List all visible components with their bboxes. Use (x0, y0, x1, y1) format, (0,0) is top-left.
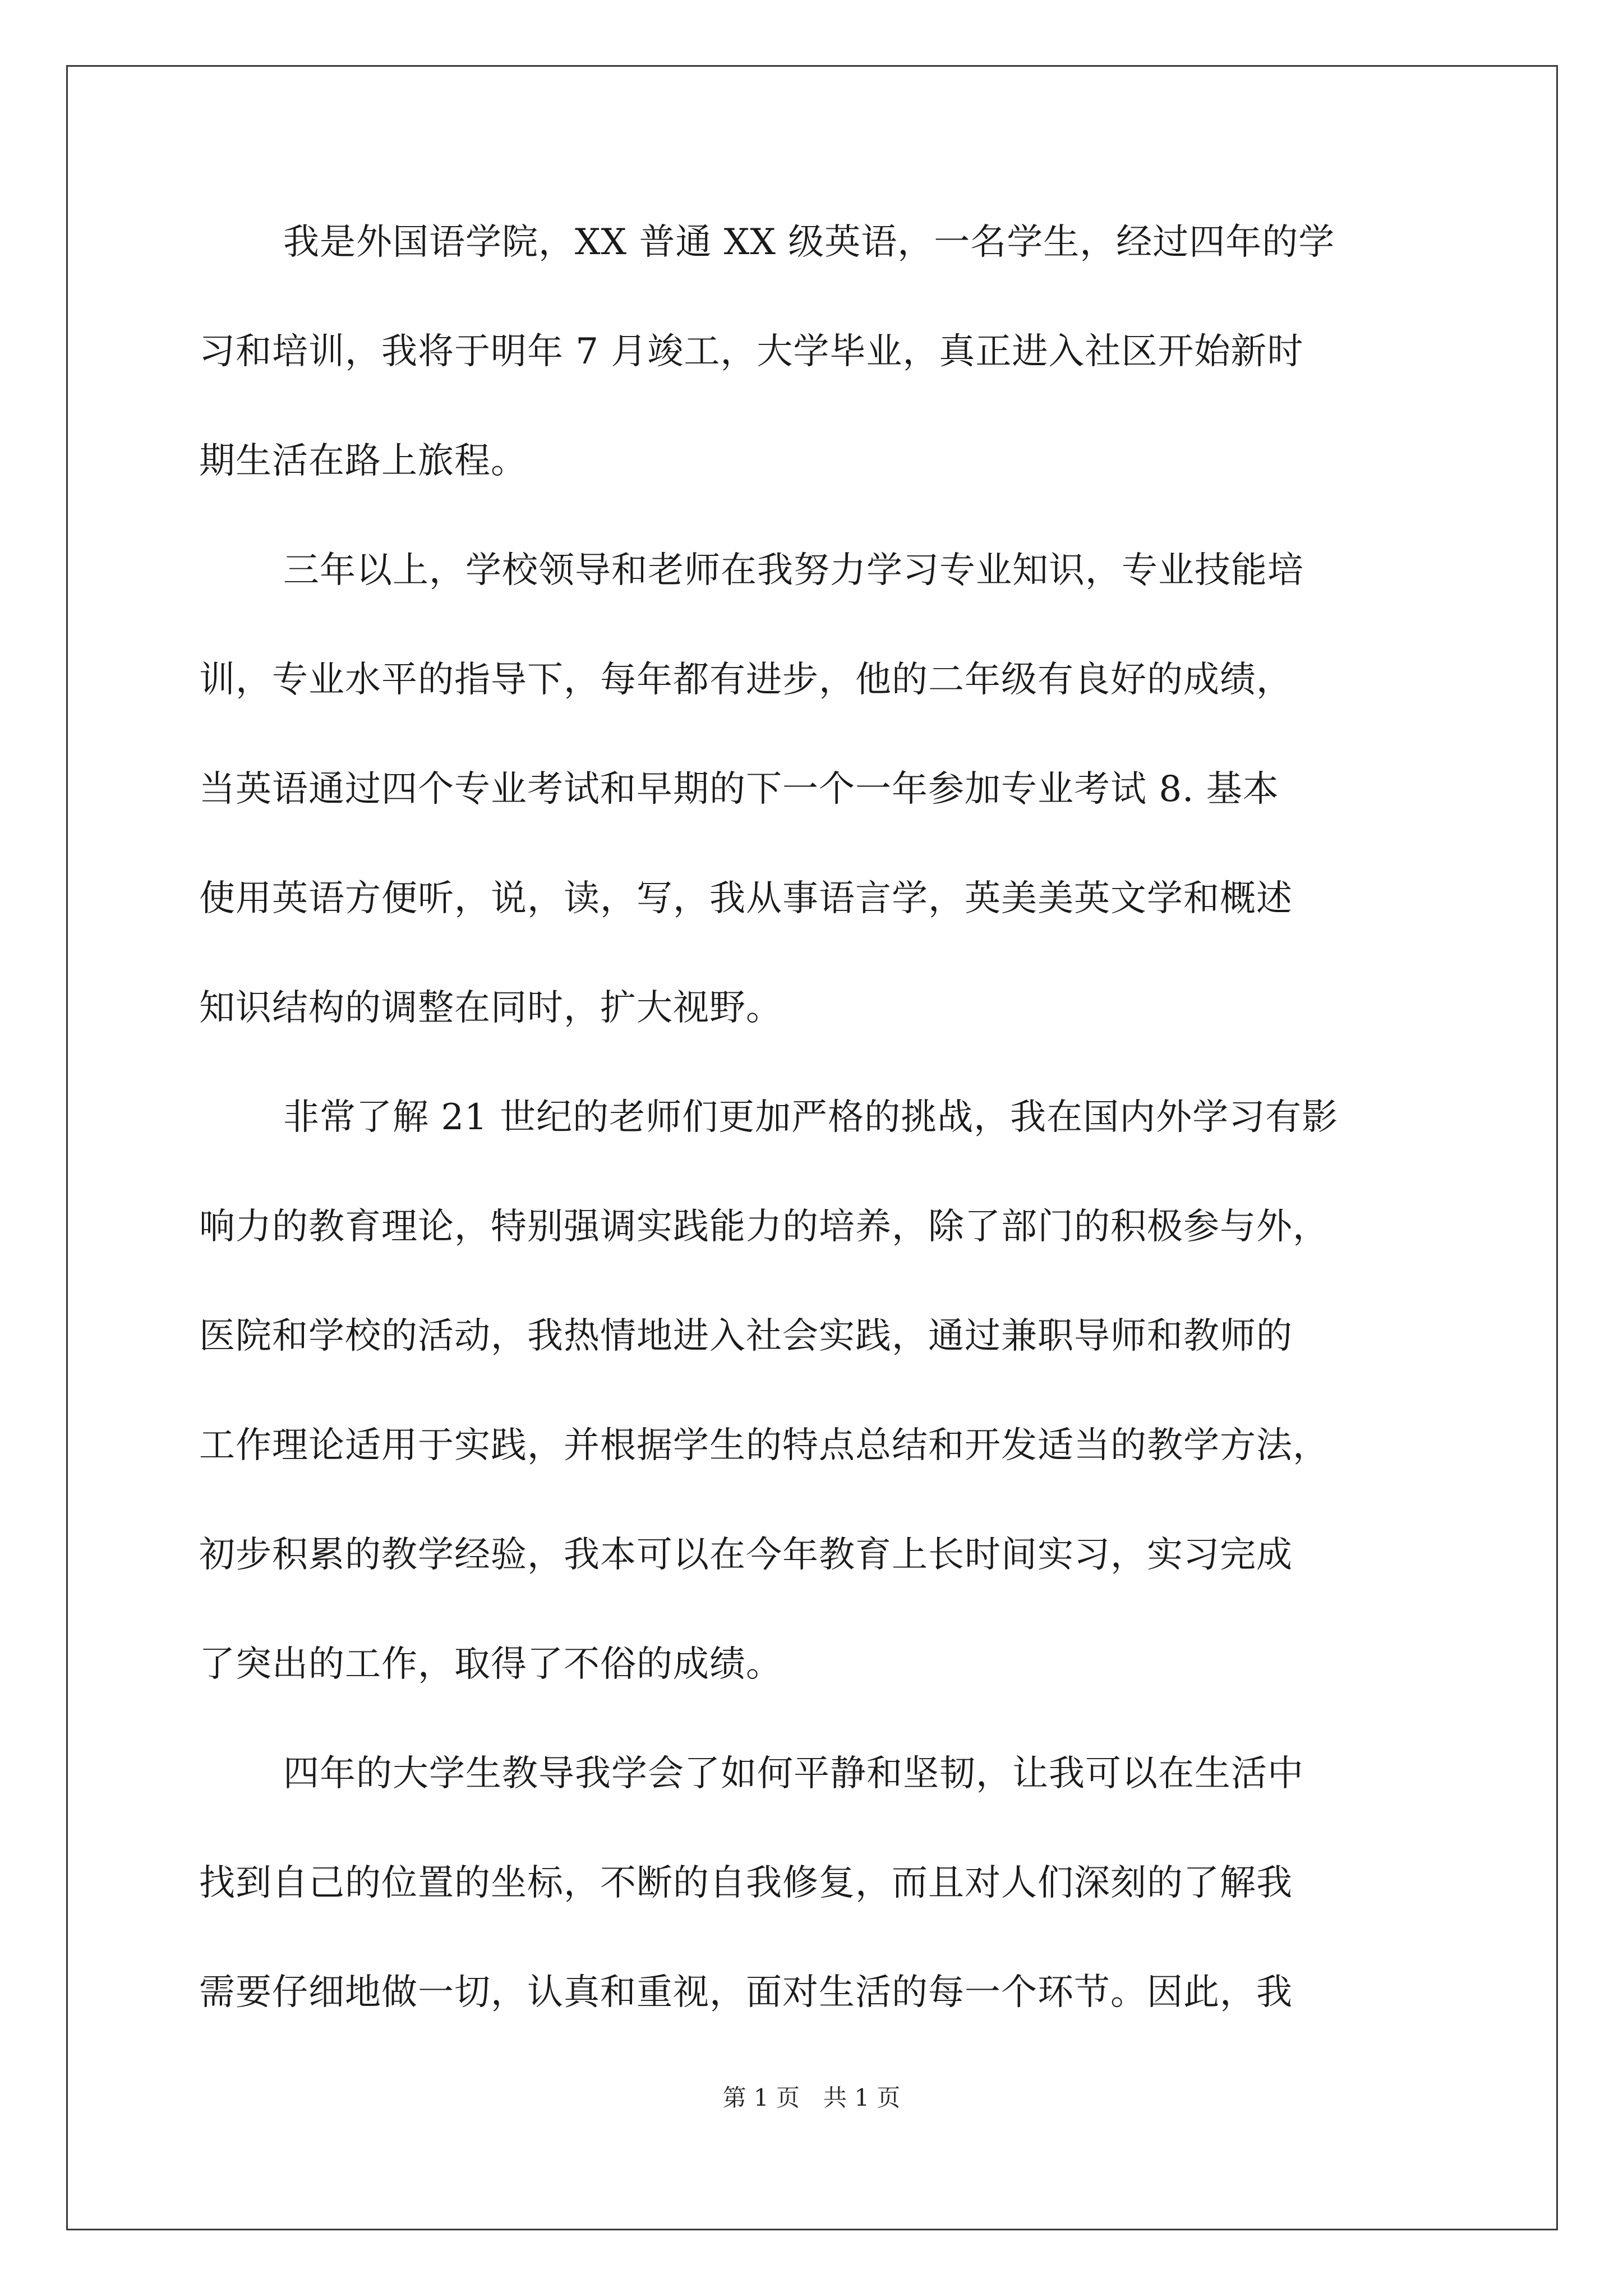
page-number-footer: 第 1 页 共 1 页 (722, 2084, 901, 2111)
text-line: 找到自己的位置的坐标，不断的自我修复，而且对人们深刻的了解我 (199, 1862, 1293, 1904)
text-line: 非常了解 21 世纪的老师们更加严格的挑战，我在国内外学习有影 (283, 1097, 1339, 1138)
text-line: 需要仔细地做一切，认真和重视，面对生活的每一个环节。因此，我 (199, 1972, 1293, 2013)
text-line: 医院和学校的活动，我热情地进入社会实践，通过兼职导师和教师的 (199, 1315, 1293, 1357)
text-line: 三年以上，学校领导和老师在我努力学习专业知识，专业技能培 (283, 550, 1304, 591)
text-line: 当英语通过四个专业考试和早期的下一个一年参加专业考试 8. 基本 (199, 769, 1279, 810)
text-line: 知识结构的调整在同时，扩大视野。 (199, 987, 782, 1029)
text-line: 我是外国语学院，XX 普通 XX 级英语，一名学生，经过四年的学 (283, 222, 1335, 263)
text-line: 初步积累的教学经验，我本可以在今年教育上长时间实习，实习完成 (199, 1534, 1293, 1576)
text-line: 四年的大学生教导我学会了如何平静和坚韧，让我可以在生活中 (283, 1753, 1304, 1795)
text-line: 响力的教育理论，特别强调实践能力的培养，除了部门的积极参与外， (199, 1206, 1329, 1248)
text-line: 训，专业水平的指导下，每年都有进步，他的二年级有良好的成绩， (199, 659, 1293, 701)
text-line: 使用英语方便听，说，读，写，我从事语言学，英美美英文学和概述 (199, 878, 1293, 919)
text-line: 工作理论适用于实践，并根据学生的特点总结和开发适当的教学方法， (199, 1425, 1329, 1466)
text-line: 习和培训，我将于明年 7 月竣工，大学毕业，真正进入社区开始新时 (199, 331, 1304, 372)
text-line: 了突出的工作，取得了不俗的成绩。 (199, 1644, 782, 1685)
text-line: 期生活在路上旅程。 (199, 440, 527, 482)
